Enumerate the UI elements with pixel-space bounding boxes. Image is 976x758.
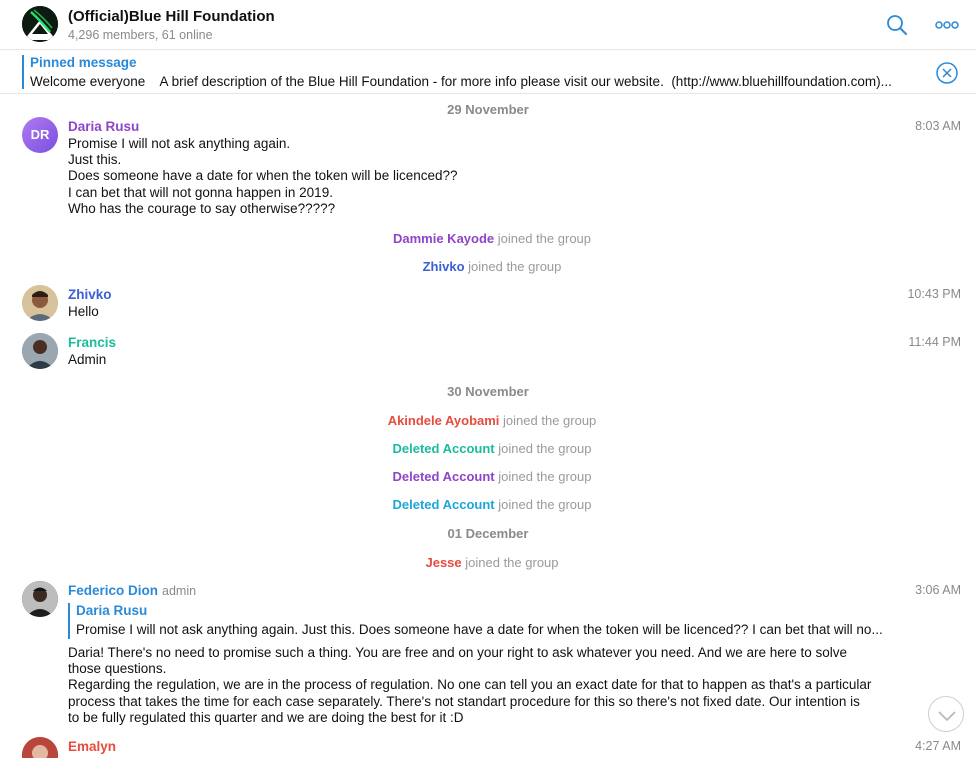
- message-time: 11:44 PM: [908, 335, 961, 349]
- service-message: [0, 441, 976, 456]
- joined-user-name[interactable]: Akindele Ayobami: [387, 413, 500, 428]
- admin-badge: admin: [162, 584, 197, 598]
- joined-text: joined the group: [498, 441, 592, 456]
- message-line: Hello: [68, 304, 99, 319]
- pinned-accent-bar: [22, 55, 24, 89]
- avatar[interactable]: [22, 333, 58, 369]
- reply-quote[interactable]: [68, 603, 898, 641]
- reply-author: Daria Rusu: [76, 603, 148, 618]
- joined-text: joined the group: [465, 555, 559, 570]
- message-line: Admin: [68, 352, 107, 367]
- date-separator: 01 December: [447, 526, 529, 541]
- sender-name[interactable]: Daria Rusu: [68, 119, 140, 134]
- avatar-initials: DR: [30, 127, 50, 142]
- message-text: [68, 304, 99, 320]
- message-time: 4:27 AM: [915, 739, 961, 753]
- group-avatar[interactable]: [22, 6, 58, 42]
- message-line: those questions.: [68, 661, 167, 677]
- service-message: [0, 413, 976, 428]
- sender-name[interactable]: [68, 583, 196, 598]
- message-time: 10:43 PM: [907, 287, 961, 301]
- search-button[interactable]: [884, 12, 910, 38]
- message-time: 3:06 AM: [915, 583, 961, 597]
- joined-text: joined the group: [498, 469, 592, 484]
- message-line: Just this.: [68, 152, 122, 168]
- service-message: [0, 555, 976, 570]
- message-line: I can bet that will not gonna happen in 2019.: [68, 184, 333, 200]
- service-message: [0, 259, 976, 274]
- joined-text: joined the group: [468, 259, 562, 274]
- reply-text: Promise I will not ask anything again. Just this. Does someone have a date for when the token will be licenced?? I can bet that will no...: [76, 622, 883, 637]
- joined-text: joined the group: [498, 497, 592, 512]
- message-line: Regarding the regulation, we are in the process of regulation. No one can tell you an exact date for that to happen as that's a particular: [68, 677, 872, 693]
- group-logo-icon: [22, 6, 58, 42]
- message-time: 8:03 AM: [915, 119, 961, 133]
- user-photo-icon: [22, 737, 58, 758]
- avatar[interactable]: [22, 117, 58, 153]
- joined-user-name[interactable]: Dammie Kayode: [392, 231, 495, 246]
- sender-name[interactable]: Francis: [68, 335, 117, 350]
- user-photo-icon: [22, 285, 58, 321]
- more-icon: [934, 12, 960, 38]
- message-line: process that takes the time for each case separately. There's not standart procedure for this so there's not fixed date. Our intention is: [68, 693, 860, 709]
- joined-text: joined the group: [497, 231, 592, 246]
- message-line: Daria! There's no need to promise such a thing. You are free and on your right to ask whatever you need. And we are here to solve: [68, 645, 848, 660]
- close-icon: [935, 61, 959, 85]
- message-text: [68, 352, 106, 368]
- sender-name[interactable]: Emalyn: [68, 739, 117, 754]
- message-feed[interactable]: [0, 95, 976, 758]
- pinned-message[interactable]: [0, 50, 976, 94]
- service-message: [0, 231, 976, 246]
- avatar[interactable]: [22, 285, 58, 321]
- joined-user-name[interactable]: Zhivko: [422, 259, 465, 274]
- chevron-down-icon: [929, 697, 965, 733]
- joined-user-name[interactable]: Deleted Account: [392, 469, 495, 484]
- member-count: 4,296 members, 61 online: [68, 28, 213, 42]
- message-line: Does someone have a date for when the token will be licenced??: [68, 168, 458, 184]
- message-line: Promise I will not ask anything again.: [68, 136, 291, 151]
- more-button[interactable]: [934, 12, 960, 38]
- unpin-button[interactable]: [935, 61, 959, 85]
- date-separator: 30 November: [447, 384, 529, 399]
- date-separator: 29 November: [447, 102, 529, 117]
- user-photo-icon: [22, 581, 58, 617]
- message-text: [68, 136, 458, 217]
- pinned-text: Welcome everyone A brief description of the Blue Hill Foundation - for more info please visit our website. (http://www.bluehillfoundation.com)...: [30, 74, 892, 89]
- message-line: Who has the courage to say otherwise?????: [68, 200, 336, 216]
- chat-header: [0, 0, 976, 50]
- service-message: [0, 469, 976, 484]
- scroll-to-bottom-button[interactable]: [928, 696, 964, 732]
- message-text: [68, 645, 871, 726]
- joined-user-name[interactable]: Jesse: [425, 555, 462, 570]
- sender-name-text: Federico Dion: [68, 583, 159, 598]
- service-message: [0, 497, 976, 512]
- search-icon: [884, 12, 910, 38]
- avatar[interactable]: [22, 737, 58, 758]
- joined-user-name[interactable]: Deleted Account: [392, 497, 495, 512]
- sender-name[interactable]: Zhivko: [68, 287, 112, 302]
- pinned-title: Pinned message: [30, 55, 137, 70]
- user-photo-icon: [22, 333, 58, 369]
- avatar[interactable]: [22, 581, 58, 617]
- joined-text: joined the group: [503, 413, 597, 428]
- joined-user-name[interactable]: Deleted Account: [392, 441, 495, 456]
- group-title[interactable]: (Official)Blue Hill Foundation: [68, 8, 275, 25]
- reply-accent-bar: [68, 603, 70, 639]
- message-line: to be fully regulated this quarter and we are doing the best for it :D: [68, 709, 464, 725]
